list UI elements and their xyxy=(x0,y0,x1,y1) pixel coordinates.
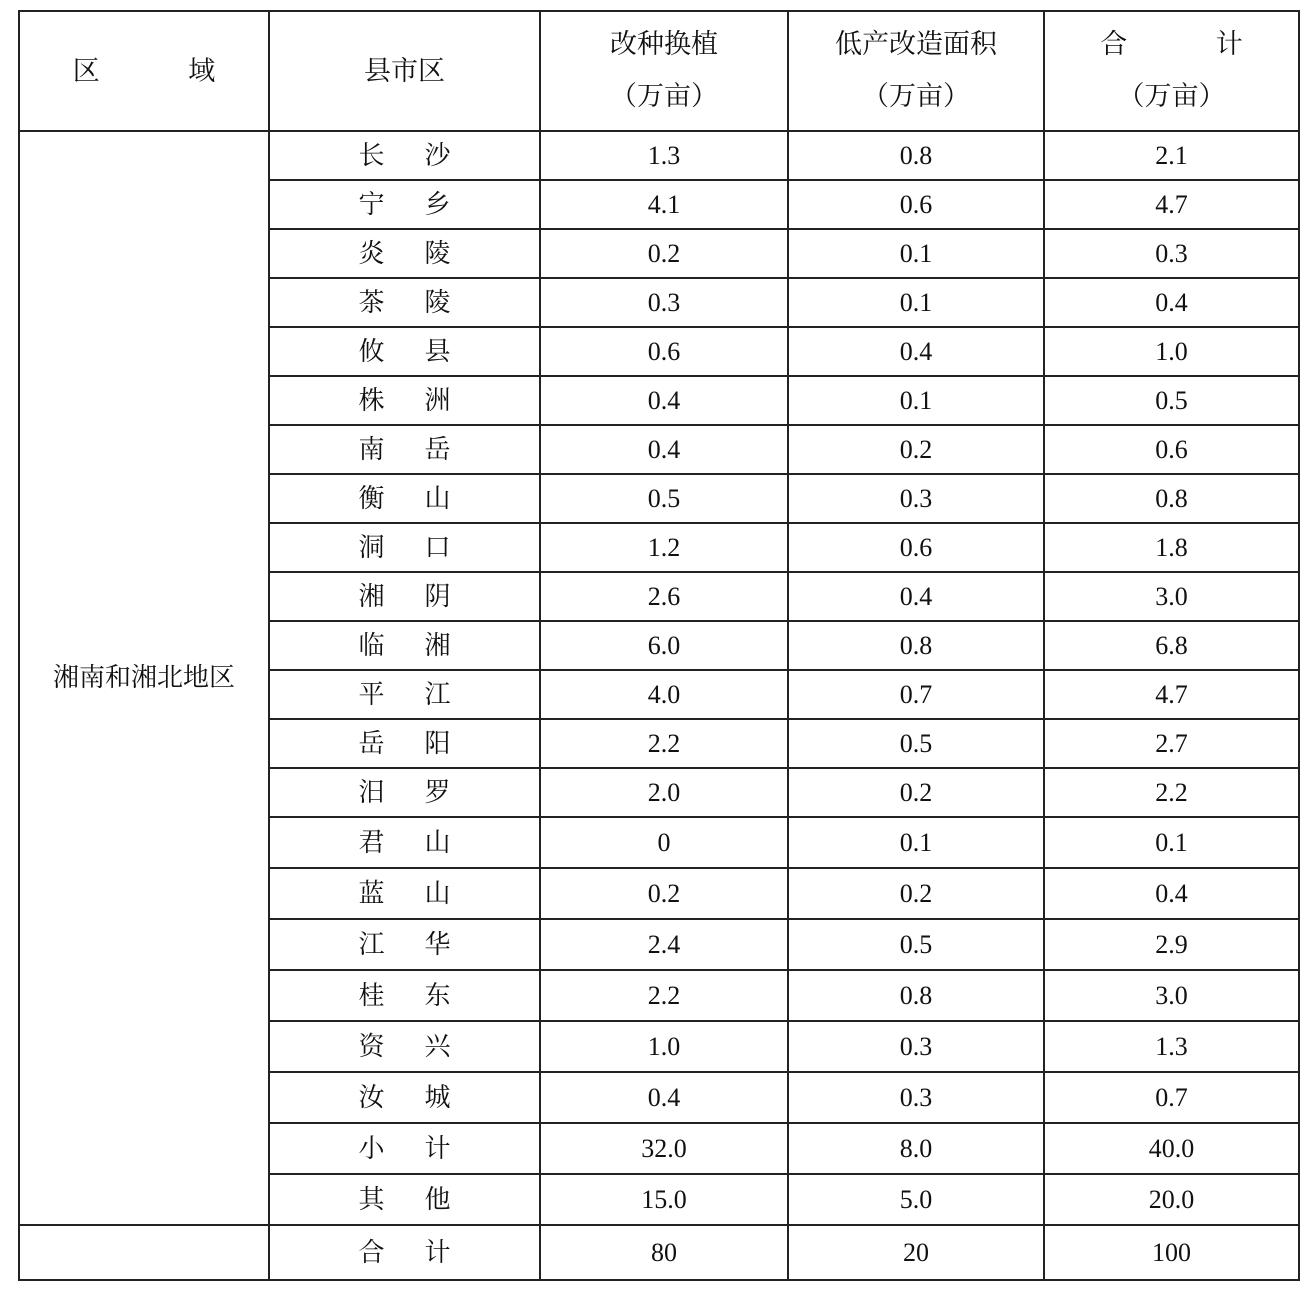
header-total-line1: 合 计 xyxy=(1100,29,1283,60)
replant-cell: 2.0 xyxy=(540,768,788,817)
header-total-line2: （万亩） xyxy=(1117,81,1226,112)
total-cell: 0.7 xyxy=(1044,1072,1299,1123)
lowyield-cell: 0.5 xyxy=(788,919,1044,970)
header-region-label: 区 域 xyxy=(72,55,256,87)
county-cell: 江华 xyxy=(269,919,540,970)
total-cell: 2.2 xyxy=(1044,768,1299,817)
total-cell: 2.7 xyxy=(1044,719,1299,768)
replant-cell: 0.4 xyxy=(540,1072,788,1123)
total-cell: 1.8 xyxy=(1044,523,1299,572)
lowyield-cell: 0.1 xyxy=(788,278,1044,327)
replant-cell: 0.4 xyxy=(540,376,788,425)
county-cell: 临湘 xyxy=(269,621,540,670)
lowyield-cell: 0.1 xyxy=(788,817,1044,868)
header-replant xyxy=(540,11,788,131)
replant-cell: 2.4 xyxy=(540,919,788,970)
county-cell: 汨罗 xyxy=(269,768,540,817)
header-lowyield-line2: （万亩） xyxy=(862,81,970,112)
replant-cell: 32.0 xyxy=(540,1123,788,1174)
header-lowyield-line1: 低产改造面积 xyxy=(835,29,997,60)
total-cell: 0.3 xyxy=(1044,229,1299,278)
total-cell: 2.1 xyxy=(1044,131,1299,180)
total-cell: 3.0 xyxy=(1044,572,1299,621)
grand-total-replant: 80 xyxy=(540,1225,788,1280)
county-cell: 君山 xyxy=(269,817,540,868)
lowyield-cell: 0.8 xyxy=(788,131,1044,180)
lowyield-cell: 0.3 xyxy=(788,1072,1044,1123)
header-lowyield xyxy=(788,11,1044,131)
replant-cell: 0.5 xyxy=(540,474,788,523)
grand-total-lowyield: 20 xyxy=(788,1225,1044,1280)
lowyield-cell: 0.7 xyxy=(788,670,1044,719)
total-cell: 3.0 xyxy=(1044,970,1299,1021)
replant-cell: 15.0 xyxy=(540,1174,788,1225)
grand-total-total: 100 xyxy=(1044,1225,1299,1280)
county-cell: 岳阳 xyxy=(269,719,540,768)
total-cell: 4.7 xyxy=(1044,670,1299,719)
grand-total-label: 合计 xyxy=(269,1225,540,1280)
region-cell: 湘南和湘北地区 xyxy=(19,131,269,1225)
lowyield-cell: 5.0 xyxy=(788,1174,1044,1225)
total-cell: 0.5 xyxy=(1044,376,1299,425)
header-county xyxy=(269,11,540,131)
lowyield-cell: 0.3 xyxy=(788,1021,1044,1072)
header-replant-line2: （万亩） xyxy=(610,81,718,112)
total-cell: 2.9 xyxy=(1044,919,1299,970)
county-cell: 宁乡 xyxy=(269,180,540,229)
header-row xyxy=(19,11,1299,131)
header-total xyxy=(1044,11,1299,131)
table-body xyxy=(19,131,1299,1225)
total-cell: 0.6 xyxy=(1044,425,1299,474)
header-region xyxy=(19,11,269,131)
replant-cell: 0.3 xyxy=(540,278,788,327)
total-cell: 4.7 xyxy=(1044,180,1299,229)
county-cell: 蓝山 xyxy=(269,868,540,919)
lowyield-cell: 0.4 xyxy=(788,327,1044,376)
header-replant-line1: 改种换植 xyxy=(610,29,718,60)
total-cell: 0.4 xyxy=(1044,868,1299,919)
total-cell: 0.8 xyxy=(1044,474,1299,523)
replant-cell: 0.4 xyxy=(540,425,788,474)
replant-cell: 1.0 xyxy=(540,1021,788,1072)
replant-cell: 6.0 xyxy=(540,621,788,670)
county-cell: 桂东 xyxy=(269,970,540,1021)
total-cell: 1.0 xyxy=(1044,327,1299,376)
lowyield-cell: 0.2 xyxy=(788,768,1044,817)
lowyield-cell: 0.3 xyxy=(788,474,1044,523)
county-cell: 平江 xyxy=(269,670,540,719)
county-cell: 株洲 xyxy=(269,376,540,425)
replant-cell: 2.6 xyxy=(540,572,788,621)
lowyield-cell: 0.2 xyxy=(788,425,1044,474)
replant-cell: 2.2 xyxy=(540,719,788,768)
replant-cell: 4.0 xyxy=(540,670,788,719)
replant-cell: 1.3 xyxy=(540,131,788,180)
total-cell: 20.0 xyxy=(1044,1174,1299,1225)
county-cell: 洞口 xyxy=(269,523,540,572)
total-cell: 0.4 xyxy=(1044,278,1299,327)
county-cell: 南岳 xyxy=(269,425,540,474)
header-county-label: 县市区 xyxy=(364,55,445,87)
lowyield-cell: 0.5 xyxy=(788,719,1044,768)
total-cell: 1.3 xyxy=(1044,1021,1299,1072)
lowyield-cell: 0.8 xyxy=(788,621,1044,670)
county-cell: 湘阴 xyxy=(269,572,540,621)
grand-total-region-cell xyxy=(19,1225,269,1280)
lowyield-cell: 0.6 xyxy=(788,523,1044,572)
county-cell: 炎陵 xyxy=(269,229,540,278)
county-cell: 资兴 xyxy=(269,1021,540,1072)
county-cell: 长沙 xyxy=(269,131,540,180)
county-cell: 攸县 xyxy=(269,327,540,376)
county-cell: 衡山 xyxy=(269,474,540,523)
replant-cell: 0.2 xyxy=(540,229,788,278)
lowyield-cell: 0.4 xyxy=(788,572,1044,621)
replant-cell: 0.6 xyxy=(540,327,788,376)
lowyield-cell: 8.0 xyxy=(788,1123,1044,1174)
replant-cell: 4.1 xyxy=(540,180,788,229)
total-cell: 40.0 xyxy=(1044,1123,1299,1174)
lowyield-cell: 0.2 xyxy=(788,868,1044,919)
replant-cell: 0 xyxy=(540,817,788,868)
total-cell: 6.8 xyxy=(1044,621,1299,670)
county-cell: 汝城 xyxy=(269,1072,540,1123)
replant-cell: 2.2 xyxy=(540,970,788,1021)
area-table xyxy=(18,10,1300,1281)
grand-total-row xyxy=(19,1225,1299,1280)
county-cell: 其他 xyxy=(269,1174,540,1225)
lowyield-cell: 0.1 xyxy=(788,376,1044,425)
table-row xyxy=(19,131,1299,180)
lowyield-cell: 0.1 xyxy=(788,229,1044,278)
county-cell: 小计 xyxy=(269,1123,540,1174)
total-cell: 0.1 xyxy=(1044,817,1299,868)
lowyield-cell: 0.8 xyxy=(788,970,1044,1021)
replant-cell: 1.2 xyxy=(540,523,788,572)
lowyield-cell: 0.6 xyxy=(788,180,1044,229)
county-cell: 茶陵 xyxy=(269,278,540,327)
replant-cell: 0.2 xyxy=(540,868,788,919)
